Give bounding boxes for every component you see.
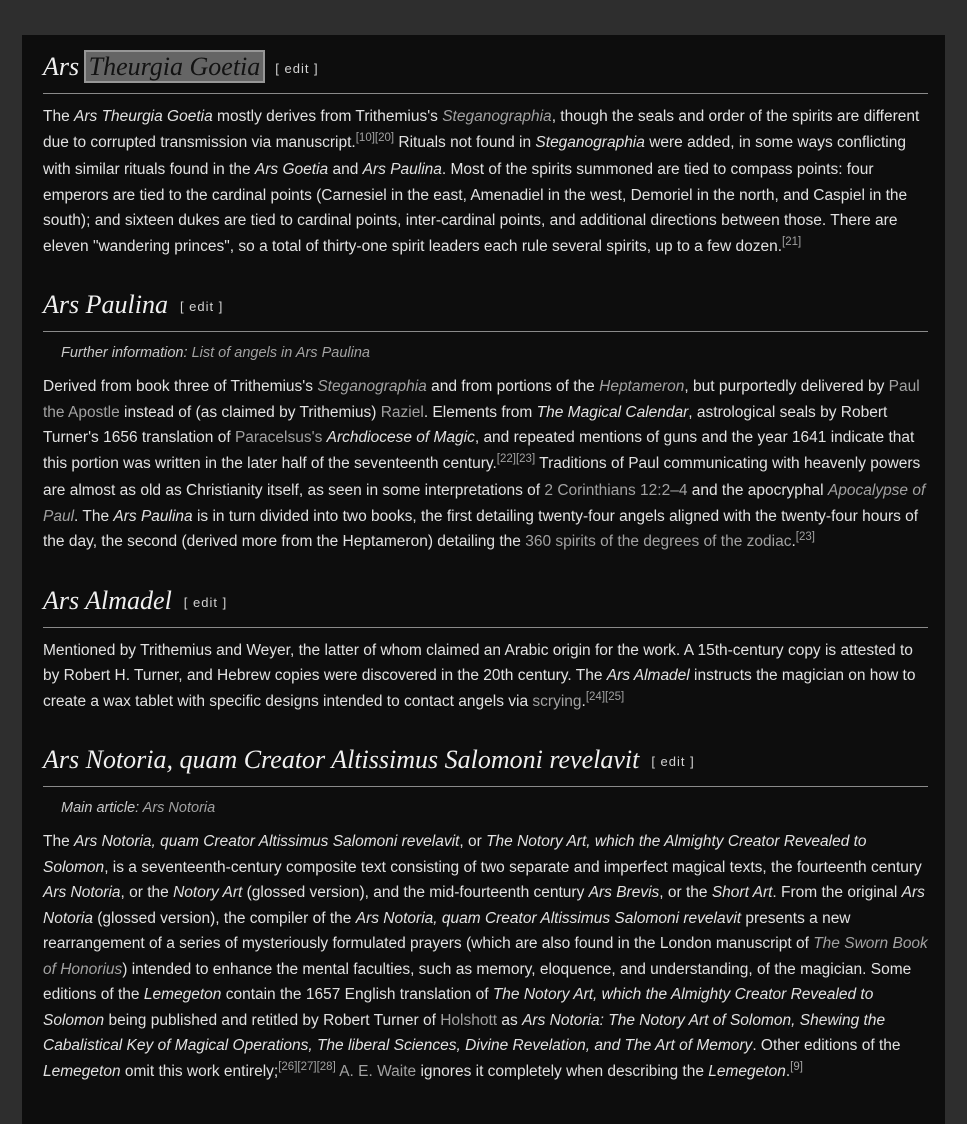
wiki-link[interactable]: Raziel — [380, 403, 424, 421]
edit-link[interactable]: [ edit ] — [183, 594, 228, 610]
wiki-link[interactable]: Paul the Apostle — [43, 378, 920, 421]
text-segment: and — [328, 161, 363, 178]
text-segment: instructs the magician on how to create a wax tablet with specific designs intended to contact angels via — [43, 667, 916, 710]
text-segment: , or the — [659, 884, 712, 901]
section-heading-ars-almadel — [43, 585, 928, 628]
text-segment: as — [497, 1011, 523, 1029]
text-segment: Ars Theurgia Goetia — [74, 108, 213, 125]
reference-link[interactable]: [23] — [795, 531, 815, 543]
section-ars-paulina — [43, 289, 928, 557]
paragraph-ars-notoria — [43, 829, 928, 1086]
text-segment: Ars Notoria — [43, 884, 925, 927]
wiki-link[interactable]: Holshott — [440, 1011, 498, 1029]
text-segment: Lemegeton — [43, 1062, 121, 1080]
reference-link[interactable]: [22] — [496, 452, 516, 465]
wiki-link[interactable]: Steganographia — [317, 378, 427, 395]
section-heading-text — [43, 745, 639, 774]
reference-link[interactable]: [25] — [605, 690, 625, 703]
text-segment: Ars Goetia — [254, 161, 329, 178]
text-segment: . — [581, 692, 586, 710]
section-heading-ars-notoria — [43, 744, 928, 787]
page-background — [0, 35, 967, 1107]
text-segment: Mentioned by Trithemius and Weyer, the latter of whom claimed an Arabic origin for the work. A 15th-century copy is attested to by Robert H. Turner, and Hebrew copies were discovered in the 20th century. The — [43, 641, 913, 684]
text-segment: The — [43, 833, 75, 850]
paragraph-ars-paulina — [43, 374, 928, 557]
selected-text: Theurgia Goetia — [86, 52, 264, 81]
text-segment: Archdiocese of Magic — [326, 429, 475, 446]
section-heading-text — [43, 586, 172, 615]
reference-link[interactable]: [23] — [515, 452, 536, 465]
text-segment: . Elements from — [423, 403, 537, 421]
text-segment: Traditions of Paul communicating with heavenly powers are almost as old as Christianity itself, as seen in some interpretations of — [43, 454, 921, 499]
text-segment: Ars Notoria — [43, 884, 121, 901]
section-ars-notoria — [43, 744, 928, 1086]
text-segment: ) intended to enhance the mental faculties, such as memory, eloquence, and understanding, of the magician. Some editions of the — [43, 960, 912, 1003]
section-heading-ars-paulina — [43, 289, 928, 332]
text-segment: Steganographia — [535, 133, 645, 151]
wiki-link[interactable]: Steganographia — [442, 108, 552, 125]
reference-link[interactable]: [21] — [782, 235, 802, 248]
text-segment: Main article: — [61, 800, 143, 816]
text-segment: . The — [74, 507, 114, 525]
text-segment: Ars Paulina — [113, 507, 193, 525]
text-segment: . From the original — [772, 884, 902, 901]
text-segment: were added, in some ways conflicting with similar rituals found in the — [43, 133, 906, 178]
text-segment: Ars Notoria: The Notory Art of Solomon, Shewing the Cabalistical Key of Magical Operations, The liberal Sciences, Divine Revelation, and The Art of Memory — [43, 1011, 886, 1054]
paragraph-ars-almadel — [43, 638, 928, 717]
reference-link[interactable]: [24] — [585, 690, 606, 703]
text-segment: presents a new rearrangement of a series of mysteriously formulated prayers (which are also found in the London manuscript of — [43, 909, 851, 952]
text-segment: Derived from book three of Trithemius's — [43, 378, 318, 395]
text-segment: The Magical Calendar — [536, 403, 689, 421]
reference-link[interactable]: [28] — [316, 1060, 336, 1073]
text-segment: . Other editions of the — [752, 1037, 901, 1054]
text-segment: , but purportedly delivered by — [684, 378, 889, 395]
text-segment: omit this work entirely; — [120, 1062, 279, 1080]
reference-link[interactable]: [9] — [790, 1060, 803, 1073]
section-ars-almadel — [43, 585, 928, 717]
text-segment: is in turn divided into two books, the first detailing twenty-four angels aligned with the twenty-four hours of the day, the second (derived more from the Heptameron) detailing the — [43, 507, 919, 550]
text-segment: Ars Notoria, quam Creator Altissimus Salomoni revelavit — [355, 909, 742, 927]
text-segment: , is a seventeenth-century composite text consisting of two separate and imperfect magical texts, the fourteenth century — [104, 858, 922, 876]
section-heading-text — [43, 52, 263, 81]
text-segment: . — [791, 533, 796, 550]
reference-link[interactable]: [27] — [297, 1060, 317, 1073]
wiki-link[interactable]: Heptameron — [599, 378, 685, 395]
text-segment: , or — [459, 833, 487, 850]
section-heading-ars-theurgia-goetia — [43, 51, 928, 94]
wiki-link[interactable]: List of angels in Ars Paulina — [191, 345, 370, 361]
text-segment: mostly derives from Trithemius's — [212, 108, 443, 125]
text-segment: Ars Almadel — [606, 667, 690, 684]
text-segment: Ars — [43, 52, 86, 81]
wiki-link[interactable]: Ars Notoria — [142, 800, 216, 816]
article-content-card — [22, 35, 945, 1124]
text-segment: and the apocryphal — [687, 482, 828, 499]
text-segment: instead of (as claimed by Trithemius) — [119, 403, 381, 421]
text-segment: Rituals not found in — [394, 133, 536, 151]
text-segment: Ars Paulina — [43, 290, 168, 319]
hatnote-main-article — [43, 797, 928, 819]
text-segment: Ars Paulina — [362, 161, 442, 178]
text-segment: (glossed version), the compiler of the — [92, 909, 356, 927]
wiki-link[interactable]: A. E. Waite — [339, 1062, 417, 1080]
wiki-link[interactable]: 360 spirits of the degrees of the zodiac — [525, 533, 792, 550]
text-segment: being published and retitled by Robert Turner of — [104, 1011, 441, 1029]
text-segment: Lemegeton — [708, 1062, 786, 1080]
text-segment: Ars Brevis — [588, 884, 660, 901]
section-ars-theurgia-goetia — [43, 51, 928, 261]
wiki-link[interactable]: scrying — [532, 692, 582, 710]
edit-link[interactable]: [ edit ] — [275, 61, 319, 76]
text-segment: Ars Notoria, quam Creator Altissimus Salomoni revelavit — [74, 833, 460, 850]
text-segment: contain the 1657 English translation of — [221, 986, 493, 1003]
edit-link[interactable]: [ edit ] — [179, 299, 224, 314]
hatnote-further-information — [43, 342, 928, 364]
text-segment: and from portions of the — [426, 378, 600, 395]
wiki-link[interactable]: Apocalypse of Paul — [43, 482, 926, 525]
text-segment: , or the — [120, 884, 174, 901]
reference-link[interactable]: [10] — [355, 131, 375, 144]
text-segment: Short Art — [711, 884, 773, 901]
text-segment: The Notory Art, which the Almighty Creator Revealed to Solomon — [43, 986, 874, 1029]
paragraph-ars-theurgia-goetia — [43, 104, 928, 261]
text-segment: , though the seals and order of the spirits are different due to corrupted transmission via manuscript. — [43, 108, 920, 151]
reference-link[interactable]: [26] — [278, 1060, 298, 1073]
text-segment: Ars Notoria, quam Creator Altissimus Salomoni revelavit — [43, 745, 640, 774]
text-segment: Lemegeton — [143, 986, 222, 1003]
wiki-link[interactable]: 2 Corinthians 12:2–4 — [544, 482, 688, 499]
text-segment: . — [785, 1062, 791, 1080]
wiki-link[interactable]: The Sworn Book of Honorius — [43, 935, 928, 978]
text-segment: , astrological seals by Robert Turner's 1656 translation of — [43, 403, 888, 446]
text-segment: ignores it completely when describing the — [416, 1062, 709, 1080]
edit-link[interactable]: [ edit ] — [651, 754, 695, 769]
text-segment: The — [43, 108, 75, 125]
section-heading-text — [43, 290, 168, 319]
text-segment: . Most of the spirits summoned are tied to compass points: four emperors are tied to the cardinal points (Carnesiel in the east, Amenadiel in the west, Demoriel in the north, and Caspiel in the south); and sixteen dukes are tied to cardinal points, inter-cardinal points, and additional directions between those. There are eleven "wandering princes", so a total of thirty-one spirit leaders each rule several spirits, up to a few dozen. — [43, 161, 908, 255]
text-segment: Further information: — [61, 345, 192, 361]
text-segment: Notory Art — [173, 884, 243, 901]
text-segment: (glossed version), and the mid-fourteenth century — [242, 884, 589, 901]
wiki-link[interactable]: Paracelsus's — [234, 429, 323, 446]
reference-link[interactable]: [20] — [374, 131, 395, 144]
text-segment: The Notory Art, which the Almighty Creator Revealed to Solomon — [43, 833, 867, 876]
text-segment: , and repeated mentions of guns and the year 1641 indicate that this portion was written in the later half of the seventeenth century. — [43, 429, 915, 472]
text-segment: Ars Almadel — [43, 585, 172, 615]
